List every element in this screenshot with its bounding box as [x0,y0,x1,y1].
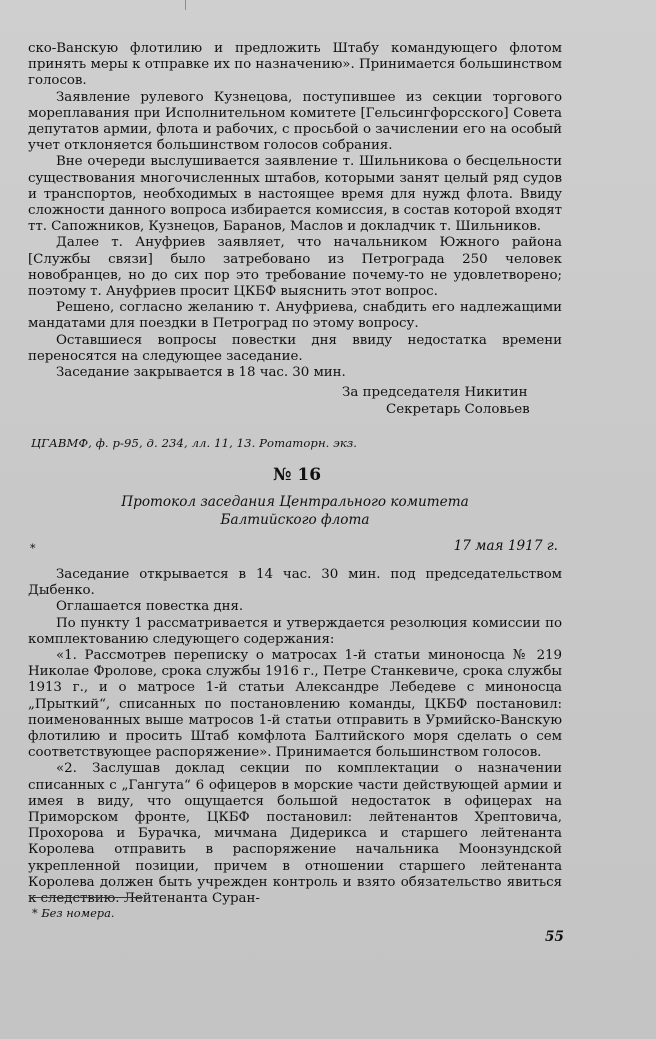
paragraph-anufriev-statement: Далее т. Ануфриев заявляет, что начальником Южного района [Службы связи] было затребовано из Петрограда 250 человек новобранцев, но до сих пор это требование почему-то не удовлетворено; поэтому т. Ануфриев просит ЦКБФ выяснить этот вопрос. [28,235,562,300]
signature-secretary: Секретарь Соловьев [386,402,530,417]
footnote-divider [31,897,143,898]
document-title-line-2: Балтийского флота [220,512,370,528]
paragraph-resolution-2: «2. Заслушав доклад секции по комплектации о назначении списанных с „Гангута“ 6 офицеров в морские части действующей армии и имея в виду, что ощущается большой недостаток в офицерах на Приморском фронте, ЦКБФ постановил: лейтенантов Хрептовича, Прохорова и Бурачка, мичмана Дидерикса и старшего лейтенанта Королева отправить в распоряжение начальника Моонзундской укрепленной позиции, причем в отношении старшего лейтенанта Королева должен быть учрежден контроль и взято обязательство явиться к следствию. Лейтенанта Суран- [28,761,562,907]
page-number: 55 [545,929,564,945]
paragraph-agenda: Оглашается повестка дня. [56,599,244,615]
paragraph-resolution-1: «1. Рассмотрев переписку о матросах 1-й статьи миноносца № 219 Николае Фролове, срока службы 1916 г., Петре Станкевиче, срока службы 1913 г., и о матросе 1-й статьи Александре Лебедеве с миноносца „Прыткий“, списанных по постановлению команды, ЦКБФ постановил: поименованных выше матросов 1-й статьи отправить в Урмийско-Ванскую флотилию и просить Штаб комфлота Балтийского моря сделать о сем соответствующее распоряжение». Принимается большинством голосов. [28,648,562,761]
document-number: № 16 [273,465,322,485]
scan-artifact [185,0,186,10]
archive-source: ЦГАВМФ, ф. р-95, д. 234, лл. 11, 13. Ротаторн. экз. [31,436,358,450]
paragraph-kuznetsov-request: Заявление рулевого Кузнецова, поступившее из секции торгового мореплавания при Исполнительном комитете [Гельсингфорсского] Совета депутатов армии, флота и рабочих, с просьбой о зачислении его на особый учет отклоняется большинством голосов собрания. [28,89,562,154]
signature-chair: За председателя Никитин [342,385,528,400]
paragraph-closing: Заседание закрывается в 18 час. 30 мин. [56,365,346,381]
previous-document-continuation [28,41,562,381]
paragraph-opening: Заседание открывается в 14 час. 30 мин. под председательством Дыбенко. [28,567,562,599]
document-date: 17 мая 1917 г. [453,538,558,554]
paragraph-decision: Решено, согласно желанию т. Ануфриева, снабдить его надлежащими мандатами для поездки в Петроград по этому вопросу. [28,300,562,332]
footnote-text: * Без номера. [32,906,115,920]
protocol-body [28,567,562,907]
paragraph-continuation: ско-Ванскую флотилию и предложить Штабу командующего флотом принять меры к отправке их по назначению». Принимается большинством голосов. [28,41,562,89]
paragraph-remaining-questions: Оставшиеся вопросы повестки дня ввиду недостатка времени переносятся на следующее заседание. [28,332,562,364]
paragraph-item-1-intro: По пункту 1 рассматривается и утверждается резолюция комиссии по комплектованию следующего содержания: [28,615,562,647]
footnote-marker: * [30,542,36,555]
paragraph-shilnikov-statement: Вне очереди выслушивается заявление т. Шильникова о бесцельности существования многочисленных штабов, которыми занят целый ряд судов и транспортов, необходимых в настоящее время для нужд флота. Ввиду сложности данного вопроса избирается комиссия, в состав которой входят тт. Сапожников, Кузнецов, Баранов, Маслов и докладчик т. Шильников. [28,154,562,235]
document-title-line-1: Протокол заседания Центрального комитета [121,494,469,510]
